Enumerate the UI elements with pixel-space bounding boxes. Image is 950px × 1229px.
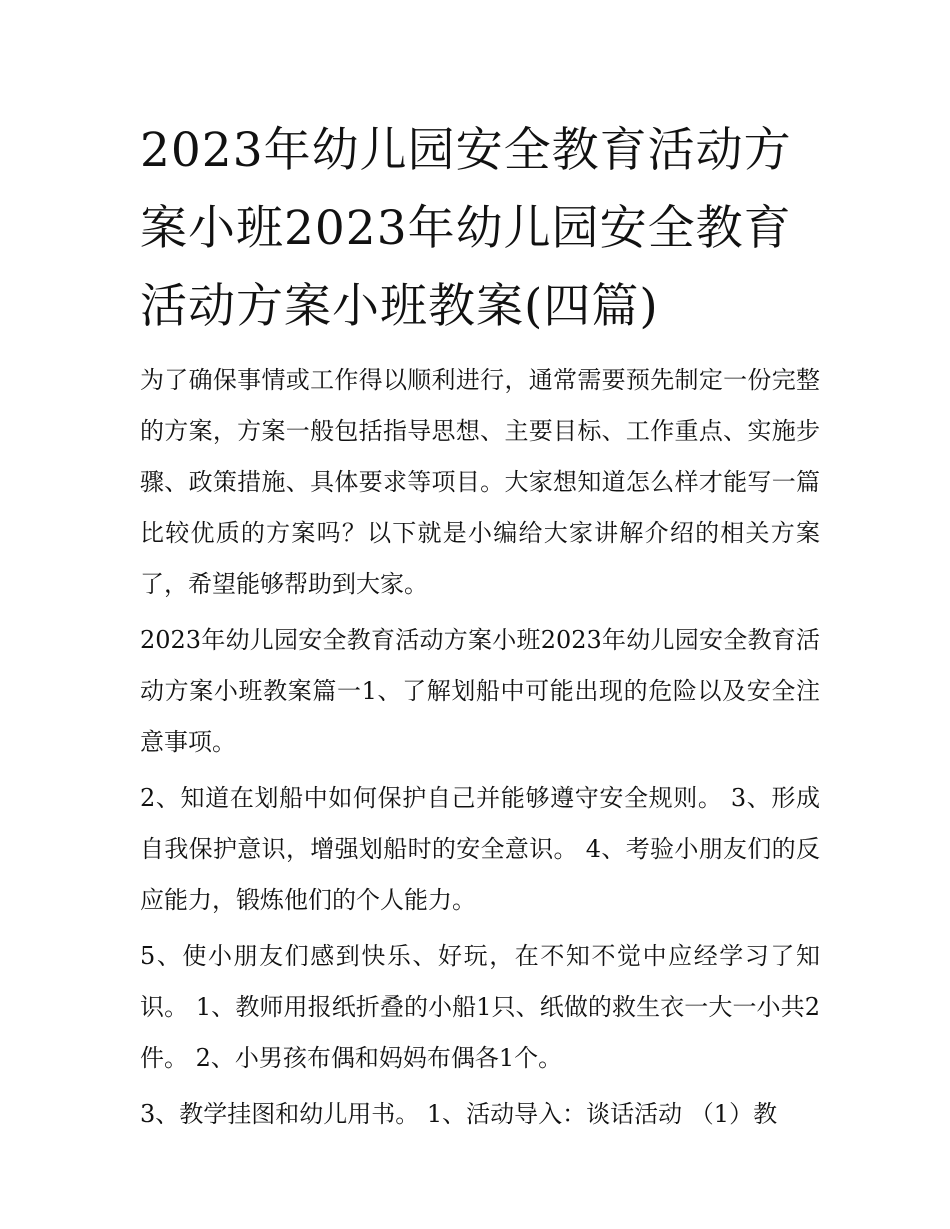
paragraph-intro: 为了确保事情或工作得以顺利进行，通常需要预先制定一份完整的方案，方案一般包括指导思想、主要目标、工作重点、实施步骤、政策措施、具体要求等项目。大家想知道怎么样才能写一篇比较优质的方案吗？以下就是小编给大家讲解介绍的相关方案了，希望能够帮助到大家。 [140, 366, 820, 598]
paragraph-materials: 5、使小朋友们感到快乐、好玩，在不知不觉中应经学习了知识。 1、教师用报纸折叠的小船1只、纸做的救生衣一大一小共2件。 2、小男孩布偶和妈妈布偶各1个。 [140, 942, 820, 1072]
paragraph-lesson-one: 2023年幼儿园安全教育活动方案小班2023年幼儿园安全教育活动方案小班教案篇一1、了解划船中可能出现的危险以及安全注意事项。 [140, 626, 820, 756]
paragraph-activity: 3、教学挂图和幼儿用书。 1、活动导入：谈话活动 （1）教 [140, 1100, 778, 1128]
paragraph-goals: 2、知道在划船中如何保护自己并能够遵守安全规则。 3、形成自我保护意识，增强划船时的安全意识。 4、考验小朋友们的反应能力，锻炼他们的个人能力。 [140, 784, 820, 914]
document-body [140, 355, 820, 1145]
document-title: 2023年幼儿园安全教育活动方案小班2023年幼儿园安全教育活动方案小班教案(四篇) [140, 123, 792, 334]
